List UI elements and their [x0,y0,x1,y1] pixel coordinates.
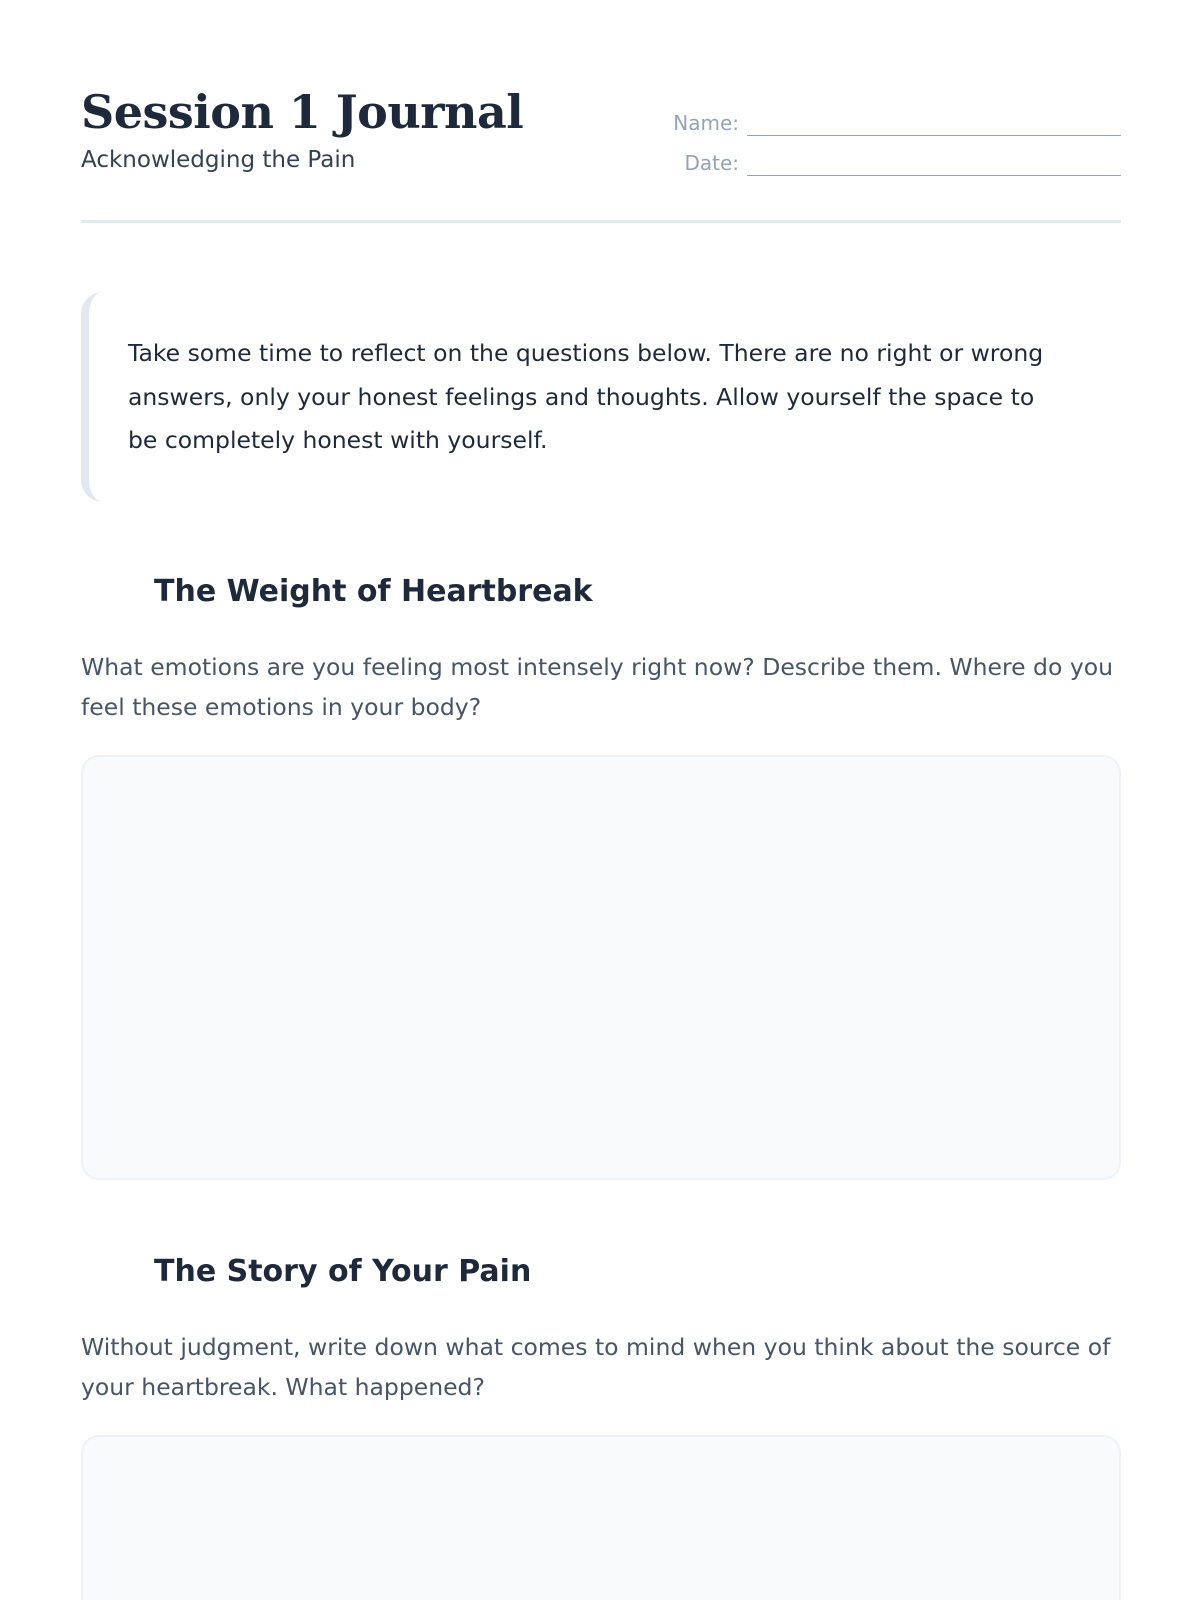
journal-header [81,82,1121,222]
section-title-story-of-your-pain: The Story of Your Pain [154,1254,532,1289]
header-divider [81,220,1121,223]
section-prompt-story-of-your-pain: Without judgment, write down what comes to mind when you think about the source of your heartbreak. What happened? [81,1333,1111,1401]
name-row [671,96,1121,136]
page-subtitle: Acknowledging the Pain [81,147,356,173]
date-field[interactable] [747,156,1121,176]
intro-callout [81,292,1121,502]
section-title-weight-of-heartbreak: The Weight of Heartbreak [154,574,593,609]
answer-box-weight-of-heartbreak[interactable] [81,755,1121,1180]
meta-fields [671,96,1121,176]
section-prompt-weight-of-heartbreak: What emotions are you feeling most intensely right now? Describe them. Where do you feel these emotions in your body? [81,653,1113,721]
page-title: Session 1 Journal [81,85,524,139]
intro-text: Take some time to reflect on the questions below. There are no right or wrong answers, only your honest feelings and thoughts. Allow yourself the space to be completely honest with yourself. [128,339,1044,454]
date-label: Date: [684,151,739,175]
name-label: Name: [673,111,739,135]
name-field[interactable] [747,116,1121,136]
answer-box-story-of-your-pain[interactable] [81,1435,1121,1600]
date-row [671,136,1121,176]
